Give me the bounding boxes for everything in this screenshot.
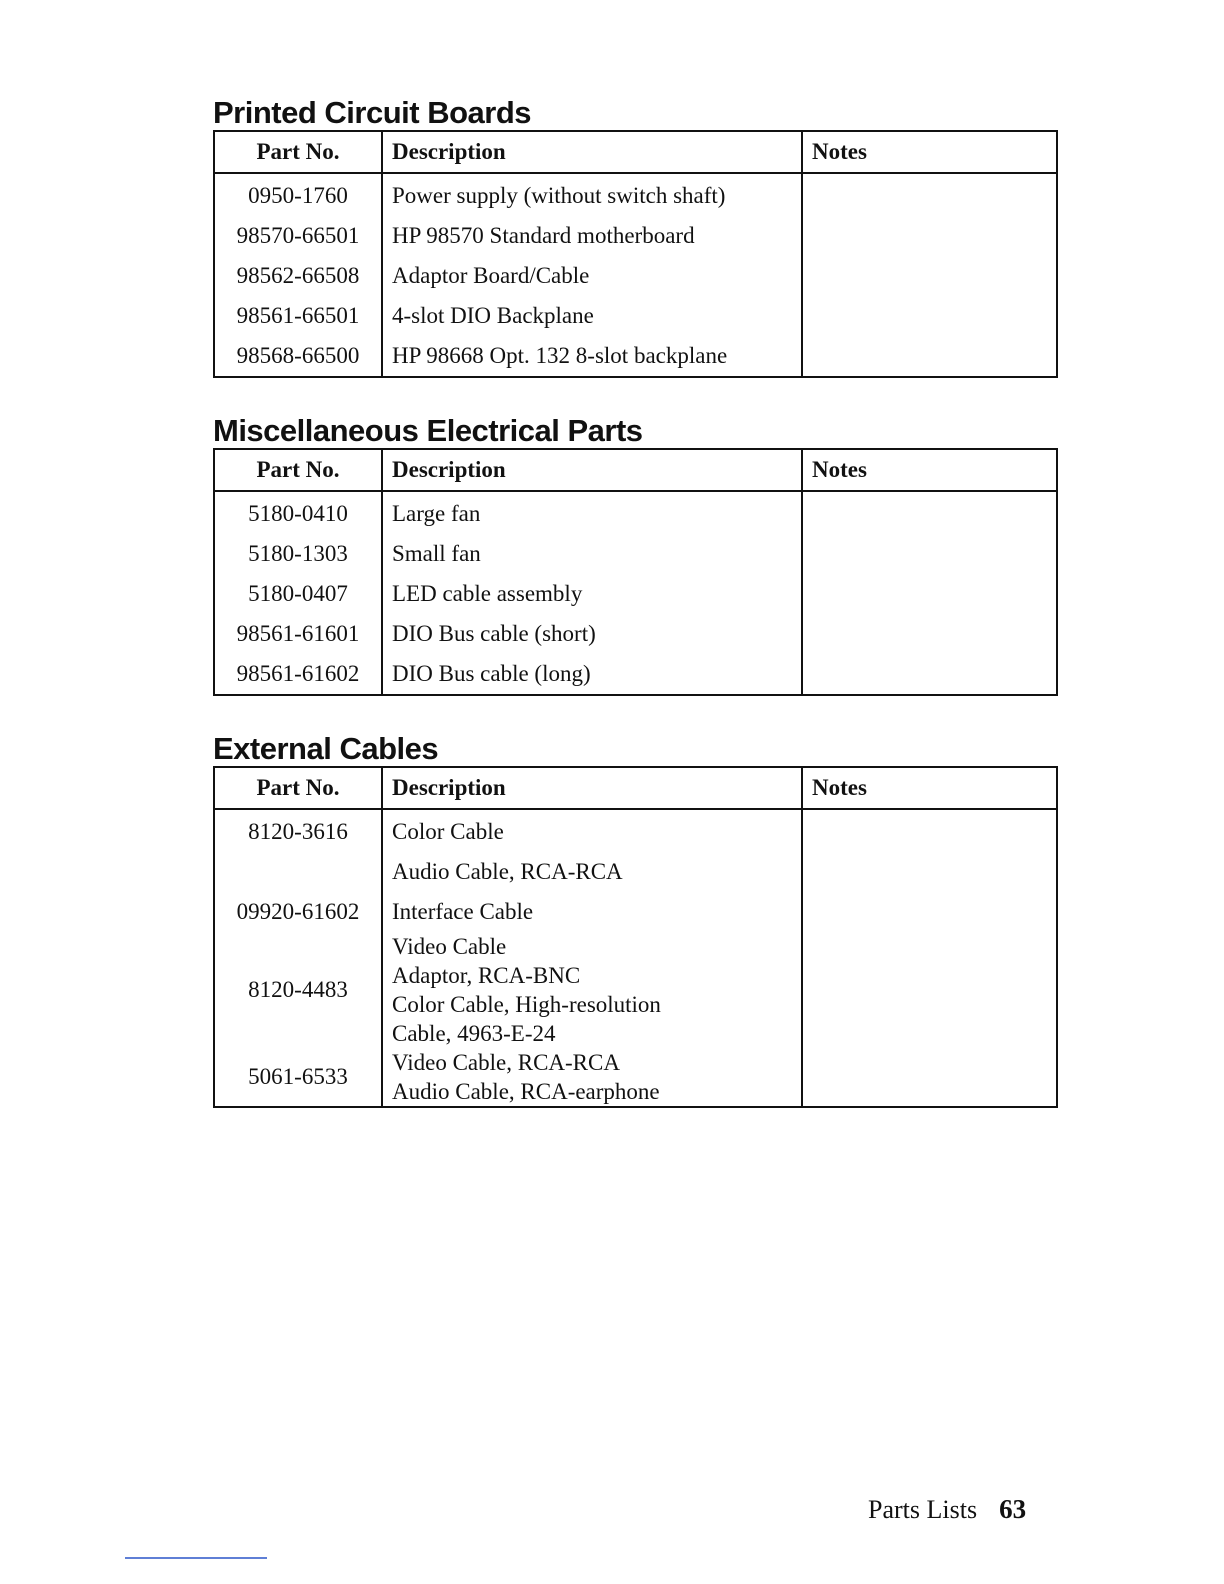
description: Large fan [382, 491, 802, 534]
table-row [214, 216, 1057, 256]
parts-table [213, 130, 1058, 378]
section-external-cables [213, 732, 1056, 1108]
table-row [214, 892, 1057, 932]
table-row [214, 654, 1057, 695]
part-number: 0950-1760 [214, 173, 382, 216]
header-part-no: Part No. [214, 449, 382, 491]
description: Audio Cable, RCA-RCA [382, 852, 802, 892]
header-notes: Notes [802, 767, 1057, 809]
part-number: 98561-61602 [214, 654, 382, 695]
header-part-no: Part No. [214, 131, 382, 173]
description-line: Adaptor, RCA-BNC [392, 963, 581, 988]
description: DIO Bus cable (short) [382, 614, 802, 654]
section-printed-circuit-boards [213, 96, 1056, 378]
description: Small fan [382, 534, 802, 574]
table-row [214, 491, 1057, 534]
table-row [214, 852, 1057, 892]
section-title: Miscellaneous Electrical Parts [213, 413, 643, 448]
part-number: 5180-1303 [214, 534, 382, 574]
table-row [214, 614, 1057, 654]
header-notes: Notes [802, 131, 1057, 173]
description-line: Color Cable, High-resolution [392, 992, 661, 1017]
notes [802, 932, 1057, 1048]
table-row [214, 809, 1057, 852]
table-row [214, 296, 1057, 336]
notes [802, 892, 1057, 932]
description: LED cable assembly [382, 574, 802, 614]
part-number: 98562-66508 [214, 256, 382, 296]
notes [802, 852, 1057, 892]
header-description: Description [382, 131, 802, 173]
notes [802, 534, 1057, 574]
part-number: 8120-4483 [214, 932, 382, 1048]
description-line: Cable, 4963-E-24 [392, 1021, 556, 1046]
notes [802, 216, 1057, 256]
section-title: Printed Circuit Boards [213, 95, 531, 130]
part-number: 5180-0407 [214, 574, 382, 614]
description: HP 98570 Standard motherboard [382, 216, 802, 256]
table-row [214, 173, 1057, 216]
page-number: 63 [999, 1494, 1027, 1524]
part-number: 98570-66501 [214, 216, 382, 256]
table-row [214, 1048, 1057, 1107]
description: Adaptor Board/Cable [382, 256, 802, 296]
description [382, 932, 802, 1048]
header-part-no: Part No. [214, 767, 382, 809]
part-number: 98561-61601 [214, 614, 382, 654]
footer-label: Parts Lists [868, 1495, 978, 1524]
table-row [214, 336, 1057, 377]
notes [802, 809, 1057, 852]
description: Color Cable [382, 809, 802, 852]
notes [802, 654, 1057, 695]
description: Power supply (without switch shaft) [382, 173, 802, 216]
notes [802, 574, 1057, 614]
description-line: Video Cable [392, 934, 507, 959]
description: Interface Cable [382, 892, 802, 932]
part-number: 5061-6533 [214, 1048, 382, 1107]
part-number: 98561-66501 [214, 296, 382, 336]
table-row [214, 574, 1057, 614]
part-number: 98568-66500 [214, 336, 382, 377]
section-misc-electrical-parts [213, 414, 1056, 696]
section-title: External Cables [213, 731, 439, 766]
table-row [214, 534, 1057, 574]
notes [802, 1048, 1057, 1107]
table-row [214, 932, 1057, 1048]
notes [802, 336, 1057, 377]
notes [802, 296, 1057, 336]
page-footer [868, 1494, 1026, 1525]
part-number: 5180-0410 [214, 491, 382, 534]
notes [802, 491, 1057, 534]
part-number [214, 852, 382, 892]
header-description: Description [382, 449, 802, 491]
parts-table [213, 766, 1058, 1108]
notes [802, 256, 1057, 296]
description [382, 1048, 802, 1107]
part-number: 09920-61602 [214, 892, 382, 932]
description-line: Video Cable, RCA-RCA [392, 1050, 620, 1075]
description-line: Audio Cable, RCA-earphone [392, 1079, 660, 1104]
header-description: Description [382, 767, 802, 809]
notes [802, 614, 1057, 654]
description: DIO Bus cable (long) [382, 654, 802, 695]
bottom-rule [125, 1557, 267, 1559]
part-number: 8120-3616 [214, 809, 382, 852]
table-row [214, 256, 1057, 296]
notes [802, 173, 1057, 216]
header-notes: Notes [802, 449, 1057, 491]
description: 4-slot DIO Backplane [382, 296, 802, 336]
description: HP 98668 Opt. 132 8-slot backplane [382, 336, 802, 377]
parts-table [213, 448, 1058, 696]
